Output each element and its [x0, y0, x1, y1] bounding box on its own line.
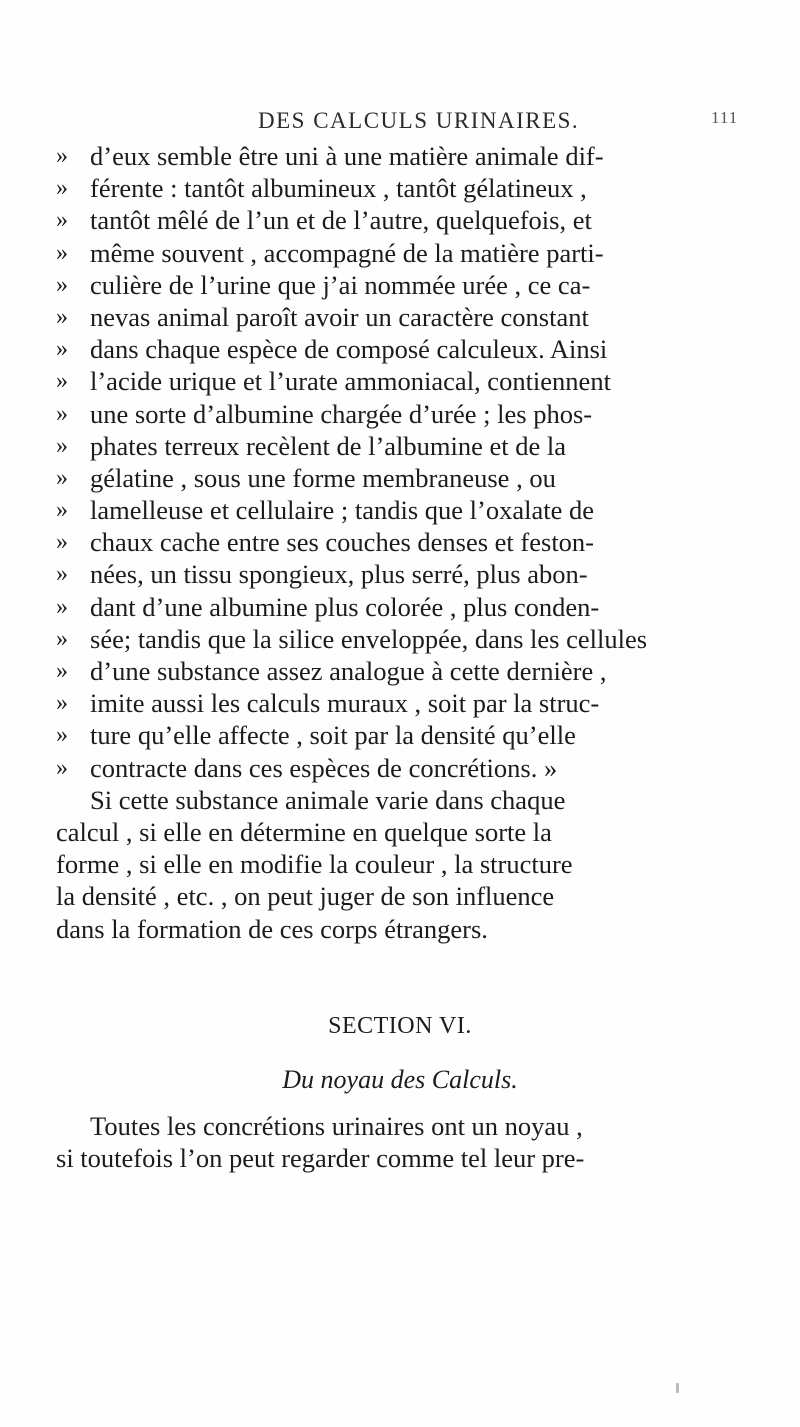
quote-mark: » [56, 722, 68, 749]
quoted-line: » sée; tandis que la silice enveloppée, dans les cellules [56, 623, 648, 654]
quote-mark: » [56, 658, 68, 684]
quote-mark: » [56, 400, 68, 427]
quote-mark: » [56, 529, 68, 556]
quoted-line: » ture qu’elle affecte , soit par la densité qu’elle [56, 720, 576, 751]
quote-mark: » [56, 239, 68, 266]
quote-mark: » [56, 754, 68, 781]
quoted-line: » d’une substance assez analogue à cette dernière , [56, 656, 607, 686]
body-text [56, 140, 756, 945]
quote-mark: » [56, 432, 68, 459]
page-number: 111 [711, 108, 739, 127]
quoted-line: » dans chaque espèce de composé calculeux. Ainsi [56, 334, 608, 365]
quoted-line: » phates terreux recèlent de l’albumine et de la [56, 430, 567, 461]
quoted-line: » contracte dans ces espèces de concrétions. » [56, 752, 558, 783]
paragraph-line: Si cette substance animale varie dans chaque [90, 784, 566, 815]
quoted-line: » tantôt mêlé de l’un et de l’autre, quelquefois, et [56, 205, 592, 236]
quoted-line: » nées, un tissu spongieux, plus serré, plus abon- [56, 559, 588, 590]
quoted-line: » férente : tantôt albumineux , tantôt gélatineux , [56, 173, 587, 204]
quote-mark: » [56, 690, 68, 717]
quote-mark: » [56, 625, 68, 652]
quote-mark: » [56, 175, 68, 202]
body-text-continued [56, 1110, 756, 1174]
paragraph-line: dans la formation de ces corps étrangers. [56, 913, 488, 944]
section-heading: SECTION VI. [328, 1013, 472, 1039]
quoted-line: » une sorte d’albumine chargée d’urée ; les phos- [56, 398, 593, 429]
paragraph-line: calcul , si elle en détermine en quelque sorte la [56, 816, 552, 847]
quote-mark: » [56, 464, 68, 491]
quoted-line: » culière de l’urine que j’ai nommée urée , ce ca- [56, 269, 591, 300]
quoted-line: » nevas animal paroît avoir un caractère constant [56, 301, 589, 332]
paper-speck [676, 1383, 679, 1393]
quoted-line: » lamelleuse et cellulaire ; tandis que l’oxalate de [56, 495, 595, 526]
quoted-line: » dant d’une albumine plus colorée , plus conden- [56, 591, 600, 622]
quoted-line: » gélatine , sous une forme membraneuse , ou [56, 462, 556, 493]
quoted-line: » d’eux semble être uni à une matière animale dif- [56, 141, 604, 171]
paragraph-line: si toutefois l’on peut regarder comme tel leur pre- [56, 1143, 585, 1174]
paragraph-line: la densité , etc. , on peut juger de son influence [56, 881, 555, 912]
paragraph-line: Toutes les concrétions urinaires ont un noyau , [90, 1111, 583, 1141]
running-header [0, 108, 800, 138]
quote-mark: » [56, 593, 68, 620]
quoted-line: » imite aussi les calculs muraux , soit par la struc- [56, 688, 600, 719]
quote-mark: » [56, 497, 68, 524]
running-header-title: DES CALCULS URINAIRES. [258, 108, 580, 133]
paragraph-line: forme , si elle en modifie la couleur , la structure [56, 849, 573, 880]
quote-mark: » [56, 336, 68, 363]
quoted-line: » même souvent , accompagné de la matière parti- [56, 237, 604, 268]
quote-mark: » [56, 368, 68, 395]
quoted-line: » l’acide urique et l’urate ammoniacal, contiennent [56, 366, 611, 397]
quote-mark: » [56, 303, 68, 330]
quote-mark: » [56, 143, 68, 169]
quoted-line: » chaux cache entre ses couches denses et feston- [56, 527, 595, 558]
section-subheading: Du noyau des Calculs. [282, 1065, 518, 1094]
quote-mark: » [56, 207, 68, 234]
quote-mark: » [56, 561, 68, 588]
quote-mark: » [56, 271, 68, 298]
